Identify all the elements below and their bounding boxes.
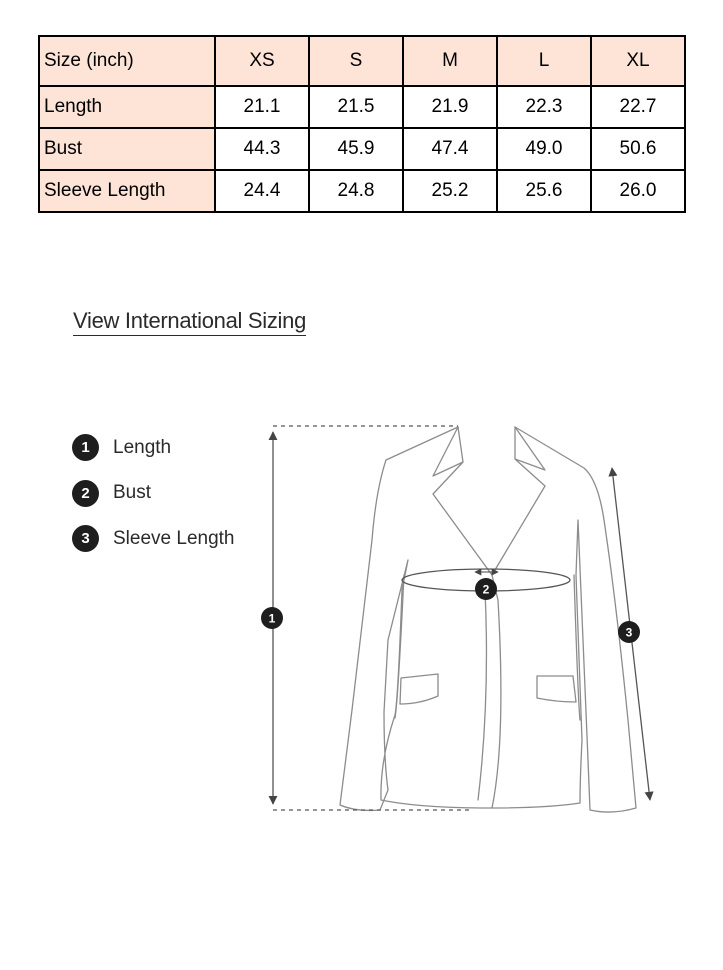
table-row <box>39 86 685 128</box>
table-cell: 24.4 <box>215 170 309 212</box>
marker-3-icon <box>618 621 640 643</box>
marker-number: 1 <box>268 611 276 626</box>
table-cell: 50.6 <box>591 128 685 170</box>
legend-label: Length <box>113 436 172 458</box>
size-header-row <box>39 36 685 86</box>
table-row <box>39 170 685 212</box>
table-cell: 25.6 <box>497 170 591 212</box>
table-cell: 22.3 <box>497 86 591 128</box>
table-cell: 21.1 <box>215 86 309 128</box>
size-header-s: S <box>309 36 403 86</box>
number-badge-icon: 2 <box>72 480 99 507</box>
marker-2-icon <box>475 578 497 600</box>
size-chart-table <box>38 35 686 213</box>
table-row <box>39 128 685 170</box>
row-label-bust: Bust <box>39 128 215 170</box>
marker-number: 3 <box>625 625 633 640</box>
blazer-diagram <box>250 415 670 825</box>
size-header-xs: XS <box>215 36 309 86</box>
size-header-m: M <box>403 36 497 86</box>
table-cell: 21.9 <box>403 86 497 128</box>
legend-item-sleeve-length <box>72 516 235 562</box>
legend-item-bust <box>72 471 235 517</box>
size-header-label: Size (inch) <box>39 36 215 86</box>
table-cell: 49.0 <box>497 128 591 170</box>
table-cell: 24.8 <box>309 170 403 212</box>
row-label-length: Length <box>39 86 215 128</box>
measurement-legend <box>72 425 235 562</box>
number-badge-icon: 3 <box>72 525 99 552</box>
table-cell: 21.5 <box>309 86 403 128</box>
size-header-l: L <box>497 36 591 86</box>
table-cell: 22.7 <box>591 86 685 128</box>
table-cell: 26.0 <box>591 170 685 212</box>
number-badge-icon: 1 <box>72 434 99 461</box>
marker-number: 2 <box>482 582 490 597</box>
size-header-xl: XL <box>591 36 685 86</box>
legend-label: Sleeve Length <box>113 527 235 549</box>
table-cell: 44.3 <box>215 128 309 170</box>
table-cell: 45.9 <box>309 128 403 170</box>
row-label-sleeve-length: Sleeve Length <box>39 170 215 212</box>
legend-label: Bust <box>113 482 152 504</box>
marker-1-icon <box>261 607 283 629</box>
view-international-sizing-link[interactable]: View International Sizing <box>73 308 306 336</box>
blazer-outline-icon <box>340 427 636 812</box>
table-cell: 47.4 <box>403 128 497 170</box>
legend-item-length <box>72 425 235 471</box>
table-cell: 25.2 <box>403 170 497 212</box>
